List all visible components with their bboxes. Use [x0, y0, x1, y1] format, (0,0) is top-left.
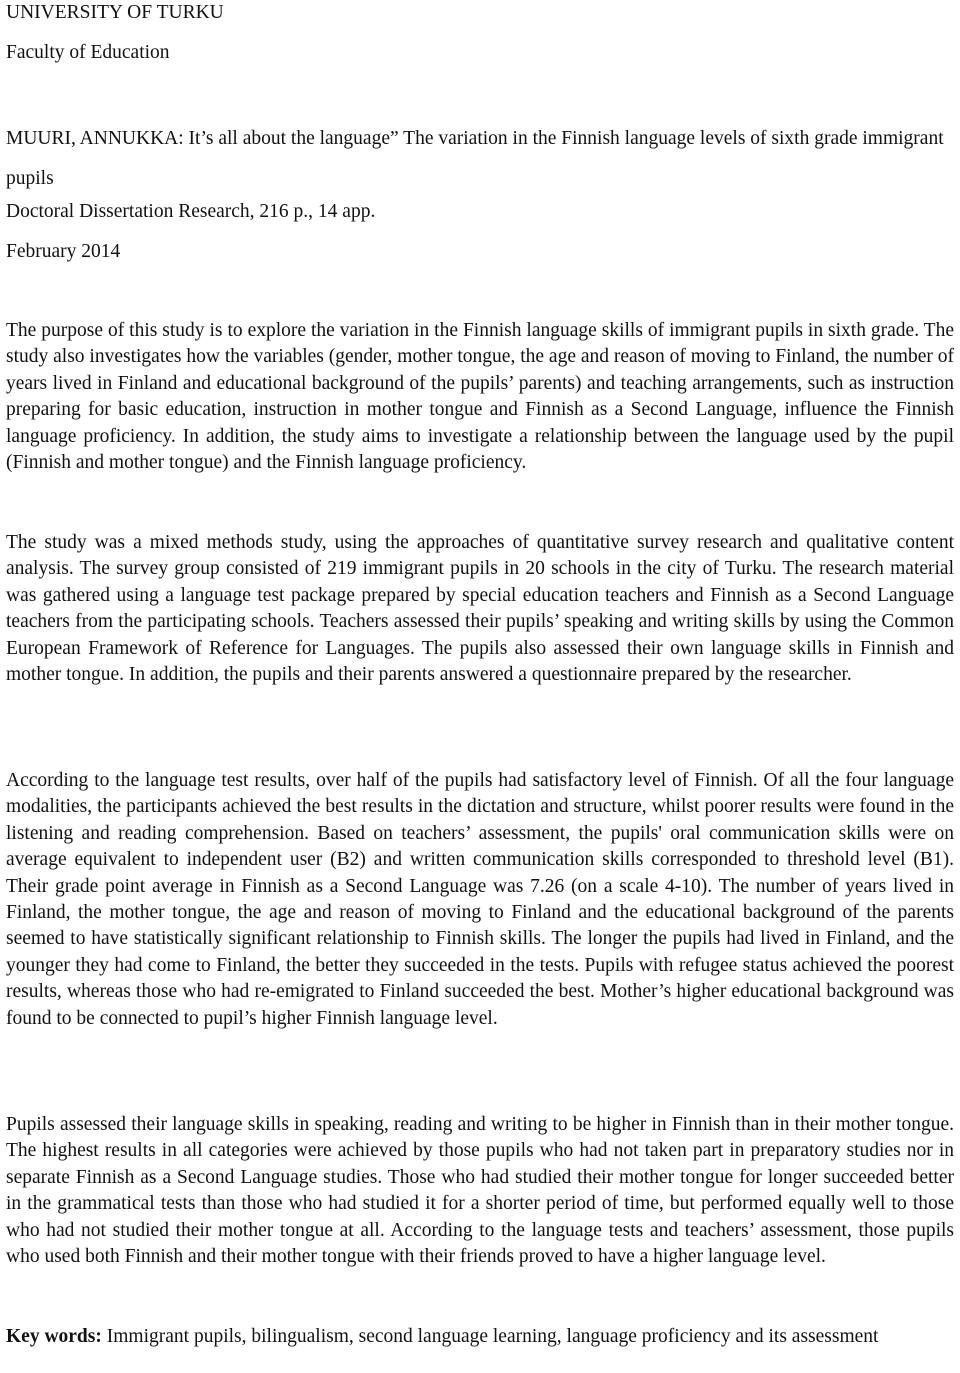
keywords — [6, 1324, 954, 1350]
keywords-label: Key words: — [6, 1326, 102, 1347]
dissertation-info: Doctoral Dissertation Research, 216 p., 14 app. — [6, 201, 376, 222]
publication-date: February 2014 — [6, 241, 121, 262]
abstract-paragraph-1: The purpose of this study is to explore the variation in the Finnish language skills of immigrant pupils in sixth grade. The study also investigates how the variables (gender, mother tongue, the age and reason of moving to Finland, the number of years lived in Finland and educational background of the pupils’ parents) and teaching arrangements, such as instruction preparing for basic education, instruction in mother tongue and Finnish as a Second Language, influence the Finnish language proficiency. In addition, the study aims to investigate a relationship between the language used by the pupil (Finnish and mother tongue) and the Finnish language proficiency. — [6, 320, 954, 474]
abstract-paragraph-2: The study was a mixed methods study, using the approaches of quantitative survey research and qualitative content analysis. The survey group consisted of 219 immigrant pupils in 20 schools in the city of Turku. The research material was gathered using a language test package prepared by special education teachers and Finnish as a Second Language teachers from the participating schools. Teachers assessed their pupils’ speaking and writing skills by using the Common European Framework of Reference for Languages. The pupils also assessed their own language skills in Finnish and mother tongue. In addition, the pupils and their parents answered a questionnaire prepared by the researcher. — [6, 532, 954, 686]
faculty-name: Faculty of Education — [6, 42, 170, 63]
keywords-text: Immigrant pupils, bilingualism, second language learning, language proficiency and its assessment — [101, 1326, 879, 1347]
abstract-paragraph-3: According to the language test results, over half of the pupils had satisfactory level of Finnish. Of all the four language modalities, the participants achieved the best results in the dictation and structure, whilst poorer results were found in the listening and reading comprehension. Based on teachers’ assessment, the pupils' oral communication skills were on average equivalent to independent user (B2) and written communication skills corresponded to threshold level (B1). Their grade point average in Finnish as a Second Language was 7.26 (on a scale 4-10). The number of years lived in Finland, the mother tongue, the age and reason of moving to Finland and the educational background of the parents seemed to have statistically significant relationship to Finnish skills. The longer the pupils had lived in Finland, and the younger they had come to Finland, the better they succeeded in the tests. Pupils with refugee status achieved the poorest results, whereas those who had re-emigrated to Finland succeeded the best. Mother’s higher educational background was found to be connected to pupil’s higher Finnish language level. — [6, 770, 954, 1029]
university-name: UNIVERSITY OF TURKU — [6, 2, 224, 23]
abstract-paragraph-4: Pupils assessed their language skills in speaking, reading and writing to be higher in Finnish than in their mother tongue. The highest results in all categories were achieved by those pupils who had not taken part in preparatory studies nor in separate Finnish as a Second Language studies. Those who had studied their mother tongue for longer succeeded better in the grammatical tests than those who had studied it for a shorter period of time, but performed equally well to those who had not studied their mother tongue at all. According to the language tests and teachers’ assessment, those pupils who used both Finnish and their mother tongue with their friends proved to have a higher language level. — [6, 1114, 954, 1268]
author-and-title: MUURI, ANNUKKA: It’s all about the language” The variation in the Finnish language levels of sixth grade immigrant pupils — [6, 128, 944, 189]
